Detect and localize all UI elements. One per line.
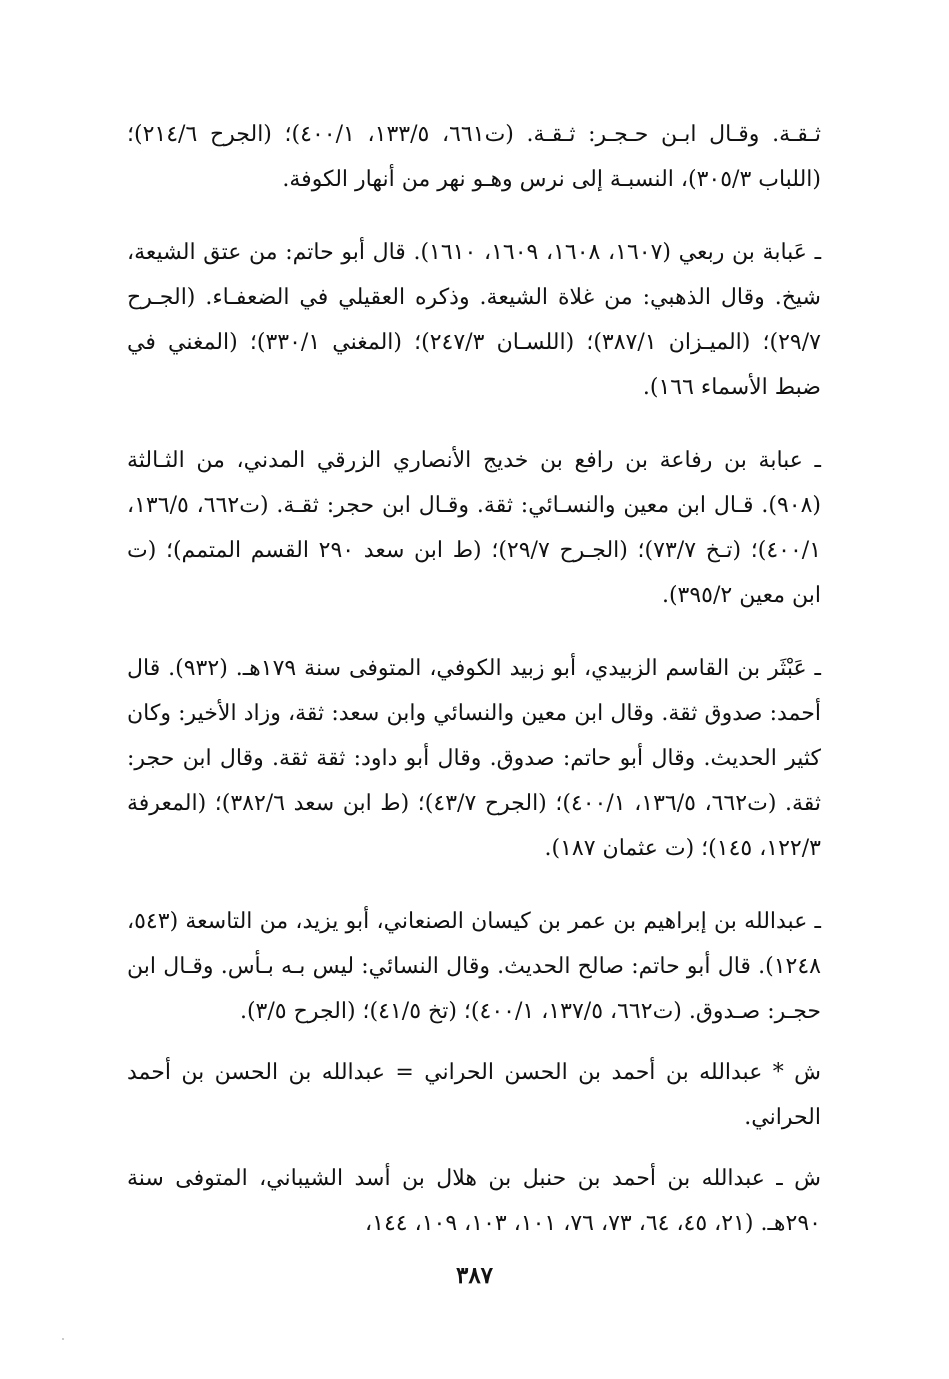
- entry-abaya-bin-ribi: ـ عَبابة بن ربعي (١٦٠٧، ١٦٠٨، ١٦٠٩، ١٦١٠). قال أبو حاتم: من عتق الشيعة، شيخ. وقال الذهبي: من غلاة الشيعة. وذكره العقيلي في الضعفـاء. (الجـرح ٧/‏٢٩)؛ (الميـزان ١/‏٣٨٧)؛ (اللسـان ٣/‏٢٤٧)؛ (المغني ١/‏٣٣٠)؛ (المغني في ضبط الأسماء ١٦٦).: [127, 240, 822, 400]
- entry-abthar-bin-qasim: ـ عَبْثَر بن القاسم الزبيدي، أبو زبيد الكوفي، المتوفى سنة ١٧٩هـ. (٩٣٢). قال أحمد: صدوق ثقة. وقال ابن معين والنسائي وابن سعد: ثقة، وزاد الأخير: وكان كثير الحديث. وقال أبو حاتم: صدوق. وقال أبو داود: ثقة ثقة. وقال ابن حجر: ثقة. (ت٦٦٢، ٥/‏١٣٦، ١/‏٤٠٠)؛ (الجرح ٧/‏٤٣)؛ (ط ابن سعد ٦/‏٣٨٢)؛ (المعرفة ٣/‏١٢٢، ١٤٥)؛ (ت عثمان ١٨٧).: [127, 656, 822, 861]
- page-number: ٣٨٧: [455, 1262, 494, 1289]
- entry-abaya-bin-rifaa: ـ عبابة بن رفاعة بن رافع بن خديج الأنصاري الزرقي المدني، من الثـالثة (٩٠٨). قـال ابن معين والنسـائي: ثقة. وقـال ابن حجر: ثقـة. (ت٦٦٢، ٥/‏١٣٦، ١/‏٤٠٠)؛ (تـخ ٧/‏٧٣)؛ (الجـرح ٧/‏٢٩)؛ (ط ابن سعد ٢٩٠ القسم المتمم)؛ (ت ابن معين ٢/‏٣٩٥).: [127, 448, 822, 608]
- entry-abdullah-bin-ahmad-harrani: ش * عبدالله بن أحمد بن الحسن الحراني = عبدالله بن الحسن بن أحمد الحراني.: [127, 1060, 821, 1130]
- entry-abdullah-bin-ibrahim: ـ عبدالله بن إبراهيم بن عمر بن كيسان الصنعاني، أبو يزيد، من التاسعة (٥٤٣، ١٢٤٨). قال أبو حاتم: صالح الحديث. وقال النسائي: ليس بـه بـأس. وقـال ابن حجـر: صـدوق. (ت٦٦٢، ٥/‏١٣٧، ١/‏٤٠٠)؛ (تخ ٥/‏٤١)؛ (الجرح ٥/‏٣).: [127, 909, 821, 1024]
- scan-speck: [62, 1338, 64, 1340]
- entry-continuation-nars: ثـقـة. وقـال ابـن حـجـر: ثـقـة. (ت٦٦١، ٥/‏١٣٣، ١/‏٤٠٠)؛ (الجرح ٦/‏٢١٤)؛ (اللباب ٣/‏٣٠٥)، النسبـة إلى نرس وهـو نهر من أنهار الكوفة.: [127, 122, 822, 192]
- page-body: [127, 112, 821, 1274]
- entry-abdullah-bin-ahmad-hanbal: ش ـ عبدالله بن أحمد بن حنبل بن هلال بن أسد الشيباني، المتوفى سنة ٢٩٠هـ. (٢١، ٤٥، ٦٤، ٧٣، ٧٦، ١٠١، ١٠٣، ١٠٩، ١٤٤،: [127, 1166, 821, 1236]
